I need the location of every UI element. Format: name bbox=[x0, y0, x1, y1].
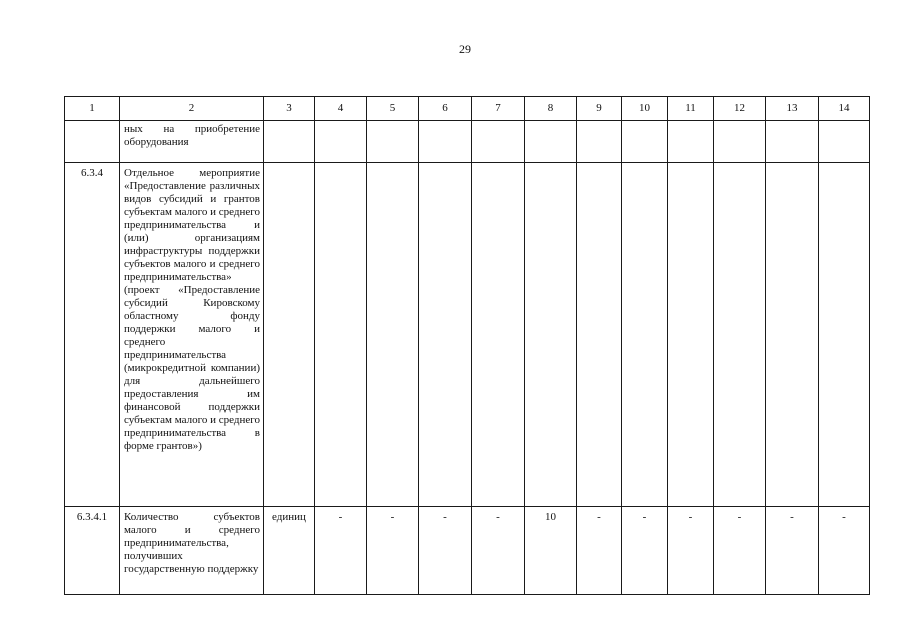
value-cell bbox=[622, 163, 668, 507]
value-cell bbox=[819, 121, 870, 163]
column-header: 14 bbox=[819, 97, 870, 121]
value-cell bbox=[315, 121, 367, 163]
indicator-table bbox=[64, 96, 870, 595]
column-header: 3 bbox=[264, 97, 315, 121]
header-row bbox=[65, 97, 870, 121]
value-cell bbox=[766, 121, 819, 163]
table-row bbox=[65, 121, 870, 163]
column-header: 5 bbox=[367, 97, 419, 121]
value-cell: - bbox=[577, 507, 622, 595]
row-unit bbox=[264, 121, 315, 163]
table-row bbox=[65, 507, 870, 595]
value-cell bbox=[525, 163, 577, 507]
value-cell: - bbox=[367, 507, 419, 595]
column-header: 6 bbox=[419, 97, 472, 121]
column-header: 10 bbox=[622, 97, 668, 121]
column-header: 13 bbox=[766, 97, 819, 121]
row-code: 6.3.4 bbox=[65, 163, 120, 507]
value-cell bbox=[419, 121, 472, 163]
value-cell bbox=[577, 121, 622, 163]
column-header: 9 bbox=[577, 97, 622, 121]
column-header: 12 bbox=[714, 97, 766, 121]
value-cell bbox=[315, 163, 367, 507]
row-description: ных на приобретение оборудования bbox=[120, 121, 264, 163]
value-cell bbox=[714, 121, 766, 163]
value-cell: - bbox=[472, 507, 525, 595]
value-cell: 10 bbox=[525, 507, 577, 595]
value-cell: - bbox=[622, 507, 668, 595]
value-cell: - bbox=[819, 507, 870, 595]
value-cell bbox=[367, 163, 419, 507]
row-unit bbox=[264, 163, 315, 507]
column-header: 4 bbox=[315, 97, 367, 121]
column-header: 1 bbox=[65, 97, 120, 121]
value-cell: - bbox=[315, 507, 367, 595]
value-cell bbox=[668, 121, 714, 163]
value-cell bbox=[714, 163, 766, 507]
value-cell bbox=[525, 121, 577, 163]
column-header: 8 bbox=[525, 97, 577, 121]
value-cell bbox=[668, 163, 714, 507]
column-header: 11 bbox=[668, 97, 714, 121]
value-cell bbox=[472, 121, 525, 163]
value-cell bbox=[622, 121, 668, 163]
value-cell: - bbox=[419, 507, 472, 595]
value-cell: - bbox=[714, 507, 766, 595]
row-description: Количество субъектов малого и среднего предпринимательства, получивших государственную поддержку bbox=[120, 507, 264, 595]
value-cell bbox=[367, 121, 419, 163]
column-header: 7 bbox=[472, 97, 525, 121]
row-code bbox=[65, 121, 120, 163]
value-cell bbox=[819, 163, 870, 507]
value-cell bbox=[419, 163, 472, 507]
value-cell bbox=[472, 163, 525, 507]
table-row bbox=[65, 163, 870, 507]
value-cell bbox=[577, 163, 622, 507]
column-header: 2 bbox=[120, 97, 264, 121]
row-code: 6.3.4.1 bbox=[65, 507, 120, 595]
value-cell bbox=[766, 163, 819, 507]
page-number: 29 bbox=[459, 42, 471, 56]
value-cell: - bbox=[668, 507, 714, 595]
value-cell: - bbox=[766, 507, 819, 595]
row-description: Отдельное мероприятие «Предоставление различных видов субсидий и грантов субъектам малого и среднего предпринимательства и (или) организациям инфраструктуры поддержки субъектов малого и среднего предпринимательства» (проект «Предоставление субсидий Кировскому областному фонду поддержки малого и среднего предпринимательства (микрокредитной компании) для дальнейшего предоставления им финансовой поддержки субъектам малого и среднего предпринимательства в форме грантов») bbox=[120, 163, 264, 507]
row-unit: единиц bbox=[264, 507, 315, 595]
